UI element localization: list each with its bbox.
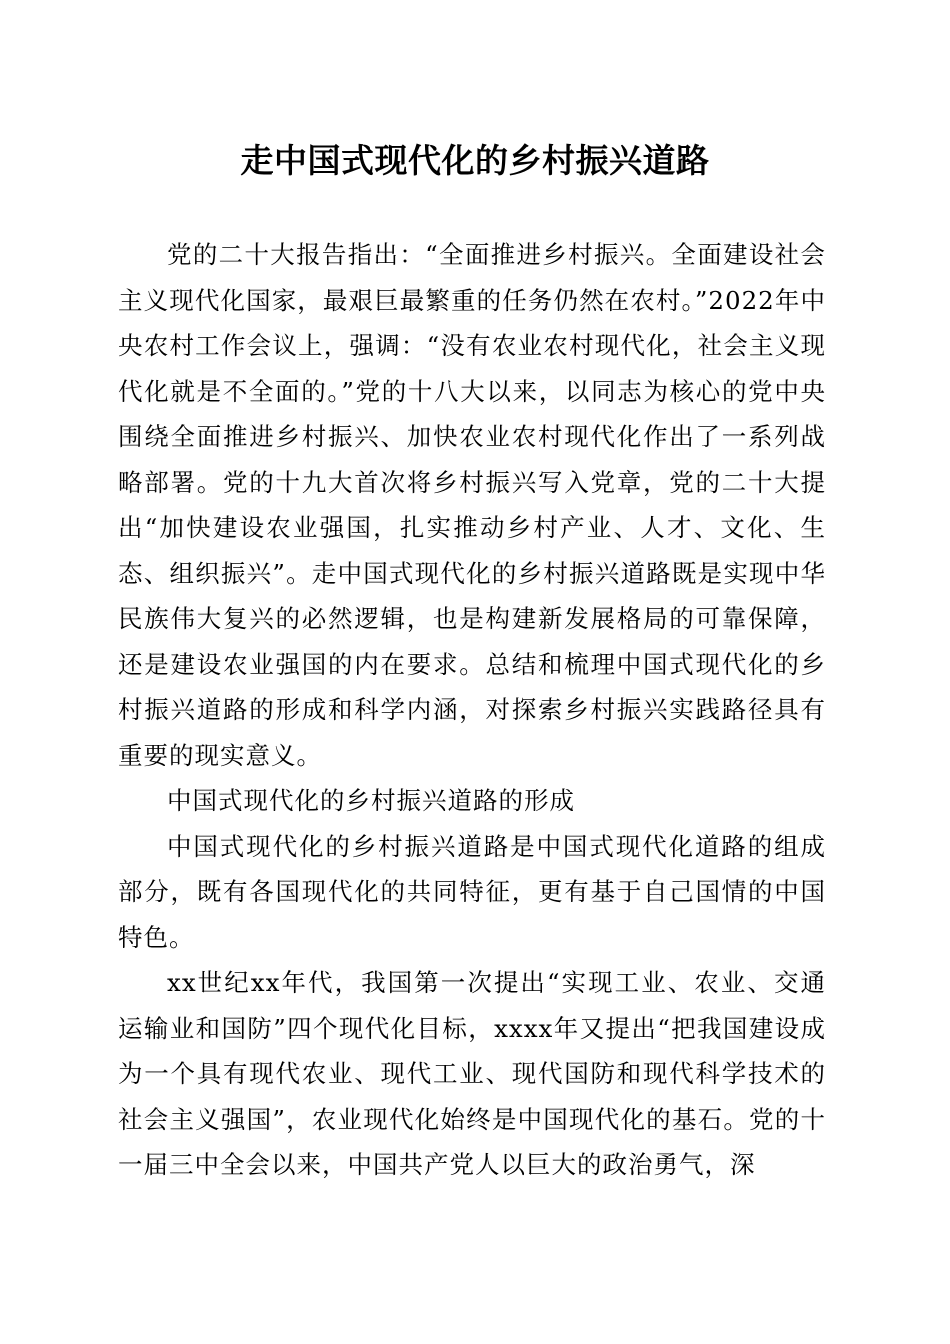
paragraph-intro: 党的二十大报告指出：“全面推进乡村振兴。全面建设社会主义现代化国家，最艰巨最繁重的任务仍然在农村。”2022年中央农村工作会议上，强调：“没有农业农村现代化，社会主义现代化就是不全面的。”党的十八大以来，以同志为核心的党中央围绕全面推进乡村振兴、加快农业农村现代化作出了一系列战略部署。党的十九大首次将乡村振兴写入党章，党的二十大提出“加快建设农业强国，扎实推动乡村产业、人才、文化、生态、组织振兴”。走中国式现代化的乡村振兴道路既是实现中华民族伟大复兴的必然逻辑，也是构建新发展格局的可靠保障，还是建设农业强国的内在要求。总结和梳理中国式现代化的乡村振兴道路的形成和科学内涵，对探索乡村振兴实践路径具有重要的现实意义。 bbox=[118, 240, 826, 770]
document-title: 走中国式现代化的乡村振兴道路 bbox=[240, 141, 710, 180]
paragraph-history: xx世纪xx年代，我国第一次提出“实现工业、农业、交通运输业和国防”四个现代化目标，xxxx年又提出“把我国建设成为一个具有现代农业、现代工业、现代国防和现代科学技术的社会主义强国”，农业现代化始终是中国现代化的基石。党的十一届三中全会以来，中国共产党人以巨大的政治勇气，深 bbox=[118, 968, 826, 1179]
paragraph-component: 中国式现代化的乡村振兴道路是中国式现代化道路的组成部分，既有各国现代化的共同特征，更有基于自己国情的中国特色。 bbox=[118, 831, 826, 952]
document-body bbox=[118, 232, 826, 1188]
section-heading: 中国式现代化的乡村振兴道路的形成 bbox=[167, 786, 575, 815]
